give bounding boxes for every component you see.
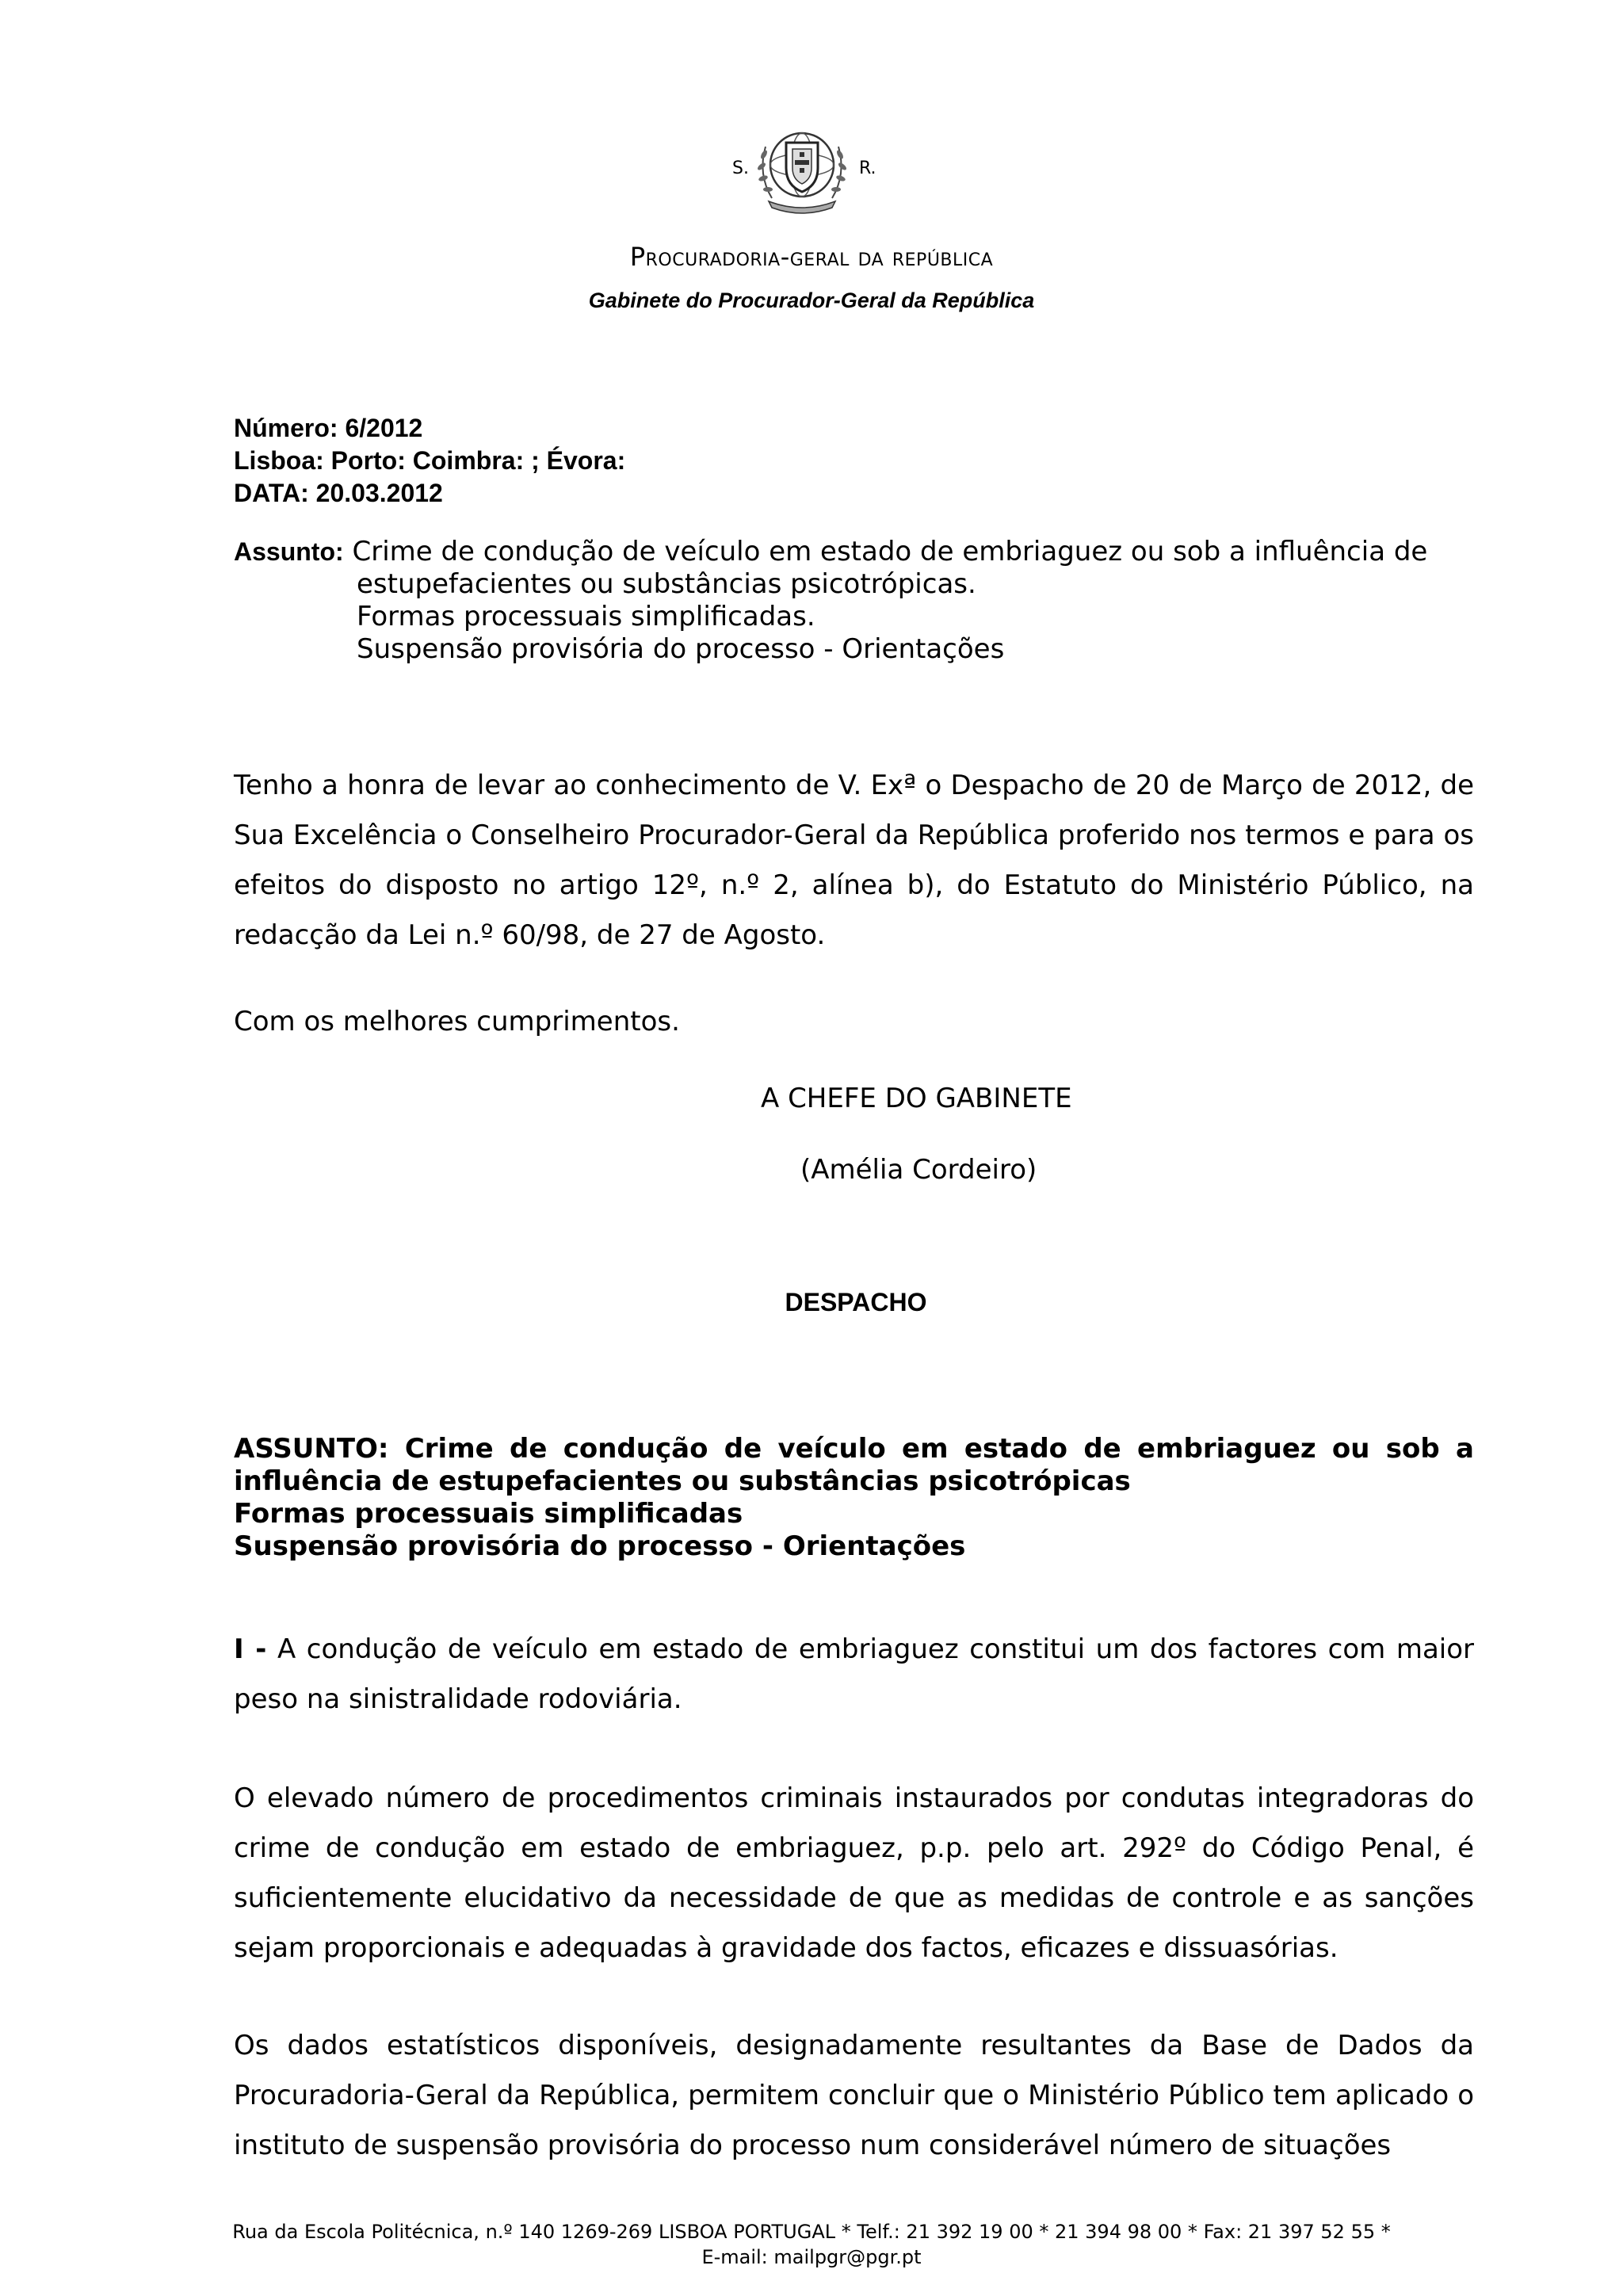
subject-line-4: Suspensão provisória do processo - Orientações (357, 633, 1005, 665)
subject-line-1: Crime de condução de veículo em estado de embriaguez ou sob a influência de (352, 536, 1428, 567)
despacho-heading: DESPACHO (785, 1288, 927, 1316)
section-marker: I - (234, 1633, 267, 1665)
subject-line-3: Formas processuais simplificadas. (357, 601, 815, 632)
signature-title: A CHEFE DO GABINETE (761, 1083, 1072, 1114)
organization-title: Procuradoria-geral da república (629, 242, 994, 272)
despacho-subject-line-2: influência de estupefacientes ou substâncias psicotrópicas (234, 1465, 1131, 1497)
page-footer (0, 2219, 1623, 2270)
despacho-subject-line-3: Formas processuais simplificadas (234, 1498, 743, 1530)
signature-name: (Amélia Cordeiro) (800, 1154, 1037, 1186)
reference-number: Número: 6/2012 (234, 414, 423, 442)
coat-of-arms (721, 111, 903, 222)
section-1-paragraph (234, 1625, 1474, 1725)
reference-block (234, 412, 625, 510)
footer-email: E-mail: mailpgr@pgr.pt (701, 2246, 922, 2268)
arms-right-letter: R. (859, 159, 876, 178)
footer-address: Rua da Escola Politécnica, n.º 140 1269-269 LISBOA PORTUGAL * Telf.: 21 392 19 00 * 21 394 98 00 * Fax: 21 397 52 55 * (232, 2221, 1391, 2243)
coat-of-arms-icon (748, 111, 856, 219)
despacho-subject-line-4: Suspensão provisória do processo - Orientações (234, 1530, 966, 1562)
intro-paragraph: Tenho a honra de levar ao conhecimento de V. Exª o Despacho de 20 de Março de 2012, de Sua Excelência o Conselheiro Procurador-Geral da República proferido nos termos e para os efeitos do disposto no artigo 12º, n.º 2, alínea b), do Estatuto do Ministério Público, na redacção da Lei n.º 60/98, de 27 de Agosto. (234, 770, 1474, 951)
reference-date: DATA: 20.03.2012 (234, 479, 443, 507)
closing-paragraph: Com os melhores cumprimentos. (234, 1006, 680, 1037)
paragraph-2: O elevado número de procedimentos criminais instaurados por condutas integradoras do crime de condução em estado de embriaguez, p.p. pelo art. 292º do Código Penal, é suficientemente elucidativo da necessidade de que as medidas de controle e as sanções sejam proporcionais e adequadas à gravidade dos factos, eficazes e dissuasórias. (234, 1782, 1474, 1964)
reference-locations: Lisboa: Porto: Coimbra: ; Évora: (234, 446, 626, 475)
subject-label: Assunto: (234, 537, 344, 566)
paragraph-3: Os dados estatísticos disponíveis, designadamente resultantes da Base de Dados da Procuradoria-Geral da República, permitem concluir que o Ministério Público tem aplicado o instituto de suspensão provisória do processo num considerável número de situações (234, 2030, 1474, 2161)
arms-left-letter: S. (732, 159, 749, 178)
subject-line-2: estupefacientes ou substâncias psicotrópicas. (357, 568, 976, 600)
subject-block (234, 536, 1502, 666)
despacho-subject-line-1: ASSUNTO: Crime de condução de veículo em estado de embriaguez ou sob a (234, 1433, 1474, 1465)
cabinet-subtitle: Gabinete do Procurador-Geral da República (588, 288, 1035, 312)
section-1-text: A condução de veículo em estado de embriaguez constitui um dos factores com maior peso na sinistralidade rodoviária. (234, 1633, 1475, 1715)
despacho-subject-block (234, 1433, 1474, 1563)
